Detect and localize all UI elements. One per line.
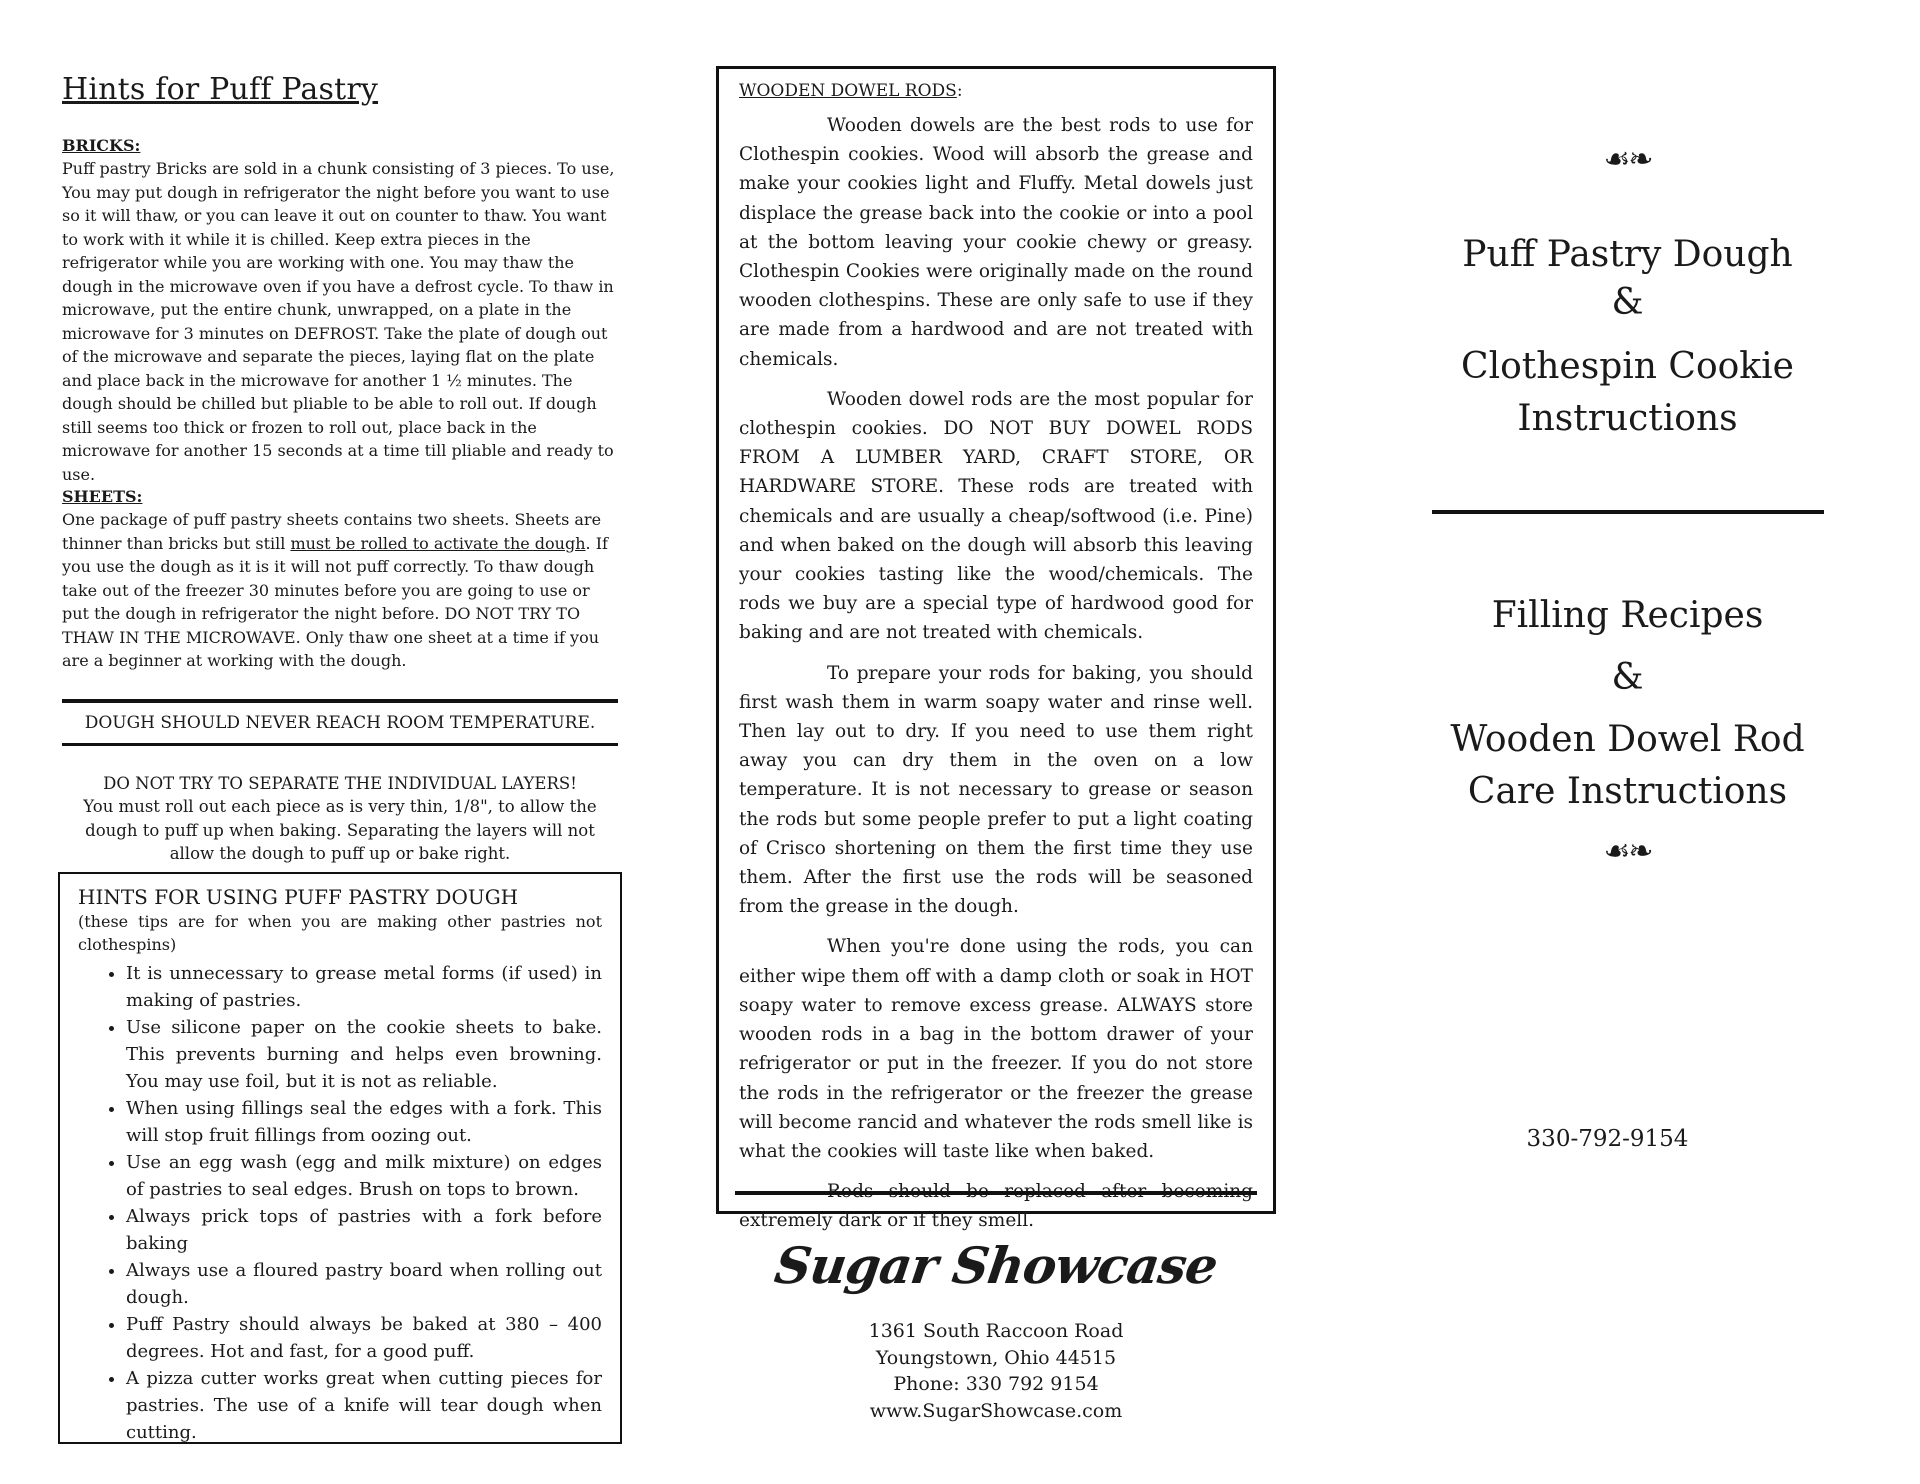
cover-subtitle	[1430, 592, 1825, 816]
bricks-heading: BRICKS:	[62, 136, 141, 155]
cover-subtitle-line1: Filling Recipes	[1491, 595, 1764, 636]
list-item: • A pizza cutter works great when cutting pieces for pastries. The use of a knife will tear dough when cutting.	[126, 1365, 602, 1444]
list-item: • It is unnecessary to grease metal forms (if used) in making of pastries.	[126, 960, 602, 1014]
dowel-paragraph: Wooden dowel rods are the most popular for clothespin cookies. DO NOT BUY DOWEL RODS FROM A LUMBER YARD, CRAFT STORE, OR HARDWARE STORE. These rods are treated with chemicals and are usually a cheap/softwood (i.e. Pine) and when baked on the dough will absorb this leaving your cookies tasting like the wood/chemicals. The rods we buy are a special type of hardwood good for baking and are not treated with chemicals.	[739, 388, 1253, 644]
list-item: • When using fillings seal the edges with a fork. This will stop fruit fillings from oozing out.	[126, 1095, 602, 1149]
bricks-text: Puff pastry Bricks are sold in a chunk consisting of 3 pieces. To use, You may put dough in refrigerator the night before you want to use so it will thaw, or you can leave it out on counter to thaw. You want to work with it while it is chilled. Keep extra pieces in the refrigerator while you are working with one. You may thaw the dough in the microwave oven if you have a defrost cycle. To thaw in microwave, put the entire chunk, unwrapped, on a plate in the microwave for 3 minutes on DEFROST. Take the plate of dough out of the microwave and separate the pieces, laying flat on the plate and place back in the microwave for another 1 ½ minutes. The dough should be chilled but pliable to be able to roll out. If dough still seems too thick or frozen to roll out, place back in the microwave for another 15 seconds at a time till pliable and ready to use.	[62, 159, 615, 484]
dowel-paragraph: Rods should be replaced after becoming extremely dark or if they smell.	[739, 1181, 1253, 1232]
address-web: www.SugarShowcase.com	[869, 1399, 1123, 1422]
layers-warning	[62, 772, 618, 866]
list-item: • Puff Pastry should always be baked at 380 – 400 degrees. Hot and fast, for a good puff.	[126, 1311, 602, 1365]
dowel-paragraph: To prepare your rods for baking, you should first wash them in warm soapy water and rinse well. Then lay out to dry. If you need to use them right away you can dry them in the oven on a low temperature. It is not necessary to grease or season the rods but some people prefer to put a light coating of Crisco shortening on them the first time they use them. After the first use the rods will be seasoned from the grease in the dough.	[739, 662, 1253, 918]
address-street: 1361 South Raccoon Road	[868, 1320, 1124, 1342]
address-phone: Phone: 330 792 9154	[893, 1373, 1099, 1395]
divider	[735, 1191, 1257, 1195]
hints-list	[78, 960, 602, 1444]
ornament-icon: ☙❧	[1603, 834, 1652, 869]
cover-title-line3: Instructions	[1517, 398, 1738, 439]
list-item: • Always use a floured pastry board when rolling out dough.	[126, 1257, 602, 1311]
list-item: • Use silicone paper on the cookie sheets to bake. This prevents burning and helps even browning. You may use foil, but it is not as reliable.	[126, 1014, 602, 1095]
dowel-title-colon: :	[956, 81, 963, 101]
page-title: Hints for Puff Pastry	[62, 72, 379, 107]
dowel-title	[739, 81, 1253, 101]
cover-subtitle-line2: Wooden Dowel Rod	[1450, 719, 1805, 760]
list-item: • Use an egg wash (egg and milk mixture) on edges of pastries to seal edges. Brush on tops to brown.	[126, 1149, 602, 1203]
cover-phone: 330-792-9154	[1526, 1126, 1689, 1152]
cover-title-line2: Clothespin Cookie	[1461, 346, 1794, 387]
ornament-icon: ☙❧	[1603, 142, 1652, 177]
cover-title	[1430, 231, 1825, 443]
sheets-heading: SHEETS:	[62, 487, 143, 506]
divider	[1432, 510, 1824, 514]
dowel-paragraph: When you're done using the rods, you can either wipe them off with a damp cloth or soak in HOT soapy water to remove excess grease. ALWAYS store wooden rods in a bag in the bottom drawer of your refrigerator or put in the freezer. If you do not store the rods in the refrigerator or the freezer the grease will become rancid and whatever the rods smell like is what the cookies will taste like when baked.	[739, 936, 1253, 1162]
dowel-rods-box	[716, 66, 1276, 1232]
hints-subtitle: (these tips are for when you are making other pastries not clothespins)	[78, 912, 602, 954]
layers-warning-text: You must roll out each piece as is very thin, 1/8", to allow the dough to puff up when baking. Separating the layers will not allow the dough to puff up or bake right.	[83, 797, 597, 863]
sheets-text-underlined: must be rolled to activate the dough	[290, 533, 586, 553]
cover-subtitle-line3: Care Instructions	[1467, 771, 1788, 812]
address-block	[716, 1318, 1276, 1424]
left-panel	[62, 72, 618, 866]
address-city: Youngstown, Ohio 44515	[875, 1346, 1117, 1369]
hints-title: HINTS FOR USING PUFF PASTRY DOUGH	[78, 885, 519, 909]
sheets-text-a: One package of puff pastry sheets contains two sheets. Sheets are thinner than bricks but still	[62, 510, 602, 553]
brand-logo: Sugar Showcase	[771, 1236, 1221, 1295]
dowel-title-text: WOODEN DOWEL RODS	[739, 81, 957, 101]
cover-title-amp: &	[1611, 282, 1644, 323]
hints-box	[58, 872, 622, 1444]
room-temp-warning: DOUGH SHOULD NEVER REACH ROOM TEMPERATURE.	[62, 699, 618, 746]
cover-title-line1: Puff Pastry Dough	[1462, 234, 1793, 275]
sheets-text-b: . If you use the dough as it is it will not puff correctly. To thaw dough take out of the freezer 30 minutes before you are going to use or put the dough in refrigerator the night before. DO NOT TRY TO THAW IN THE MICROWAVE. Only thaw one sheet at a time if you are a beginner at working with the dough.	[62, 533, 608, 670]
sheets-text	[62, 508, 618, 673]
layers-warning-title: DO NOT TRY TO SEPARATE THE INDIVIDUAL LAYERS!	[103, 773, 577, 793]
list-item: • Always prick tops of pastries with a fork before baking	[126, 1203, 602, 1257]
dowel-paragraph: Wooden dowels are the best rods to use for Clothespin cookies. Wood will absorb the grease and make your cookies light and Fluffy. Metal dowels just displace the grease back into the cookie or into a pool at the bottom leaving your cookie chewy or greasy. Clothespin Cookies were originally made on the round wooden clothespins. These are only safe to use if they are made from a hardwood and are not treated with chemicals.	[739, 115, 1253, 370]
cover-subtitle-amp: &	[1611, 657, 1644, 698]
